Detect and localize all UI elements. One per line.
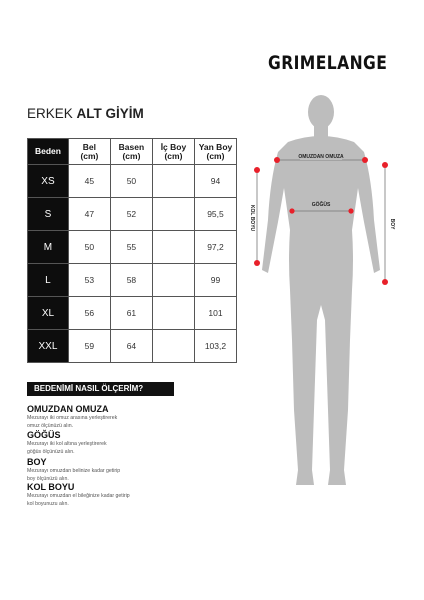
cell-yan-boy: 94 xyxy=(194,165,236,198)
cell-yan-boy: 103,2 xyxy=(194,330,236,363)
title-bold: ALT GİYİM xyxy=(76,106,144,121)
table-header-row xyxy=(28,139,237,165)
chest-label: GÖĞÜS xyxy=(311,202,331,208)
cell-basen: 64 xyxy=(110,330,152,363)
shoulder-label: OMUZDAN OMUZA xyxy=(298,154,344,160)
body-measure-figure xyxy=(240,90,420,580)
cell-basen: 50 xyxy=(110,165,152,198)
cell-basen: 55 xyxy=(110,231,152,264)
measure-chest xyxy=(27,430,177,455)
table-row xyxy=(28,165,237,198)
cell-bel: 56 xyxy=(68,297,110,330)
sleeve-measure xyxy=(249,167,260,266)
brand-logo: GRIMELANGE xyxy=(268,52,388,74)
cell-basen: 52 xyxy=(110,198,152,231)
measure-title: GÖĞÜS xyxy=(27,430,61,440)
size-table xyxy=(27,138,237,363)
cell-bel: 50 xyxy=(68,231,110,264)
measure-desc-line: Mezurayı omuzdan belinize kadar getirip xyxy=(27,468,121,474)
length-label: BOY xyxy=(389,218,395,230)
cell-bel: 59 xyxy=(68,330,110,363)
measure-title: OMUZDAN OMUZA xyxy=(27,404,109,414)
cell-ic-boy xyxy=(152,330,194,363)
header-ic-boy-text: İç Boy (cm) xyxy=(160,141,187,161)
howto-heading: BEDENİMİ NASIL ÖLÇERİM? xyxy=(27,382,174,396)
cell-basen: 58 xyxy=(110,264,152,297)
table-row xyxy=(28,330,237,363)
cell-size: M xyxy=(28,231,69,264)
measure-length xyxy=(27,457,177,482)
cell-size: XL xyxy=(28,297,69,330)
header-basen-text: Basen (cm) xyxy=(118,141,145,161)
cell-ic-boy xyxy=(152,231,194,264)
cell-bel: 45 xyxy=(68,165,110,198)
measure-desc-line: Mezurayı iki omuz arasına yerleştirerek xyxy=(27,415,118,421)
cell-ic-boy xyxy=(152,198,194,231)
cell-yan-boy: 97,2 xyxy=(194,231,236,264)
measure-desc-line: boy ölçünüzü alın. xyxy=(27,475,69,482)
page-title xyxy=(27,106,144,121)
measure-shoulder xyxy=(27,404,177,429)
header-basen xyxy=(110,139,152,165)
length-measure xyxy=(382,162,395,285)
measure-desc-line: göğüs ölçünüzü alın. xyxy=(27,448,75,455)
cell-yan-boy: 101 xyxy=(194,297,236,330)
measure-sleeve xyxy=(27,482,177,507)
cell-yan-boy: 99 xyxy=(194,264,236,297)
measure-title: KOL BOYU xyxy=(27,482,75,492)
cell-ic-boy xyxy=(152,165,194,198)
cell-bel: 53 xyxy=(68,264,110,297)
cell-bel: 47 xyxy=(68,198,110,231)
header-bel-text: Bel (cm) xyxy=(80,141,99,161)
measure-desc-line: kol boyunuzu alın. xyxy=(27,500,69,507)
title-prefix: ERKEK xyxy=(27,106,73,121)
measure-desc-line: Mezurayı iki kol altına yerleştirerek xyxy=(27,441,107,447)
cell-size: XXL xyxy=(28,330,69,363)
header-beden: Beden xyxy=(28,139,69,165)
header-bel xyxy=(68,139,110,165)
cell-size: S xyxy=(28,198,69,231)
table-row xyxy=(28,297,237,330)
sleeve-label: KOL BOYU xyxy=(249,204,255,232)
cell-basen: 61 xyxy=(110,297,152,330)
cell-size: L xyxy=(28,264,69,297)
table-row xyxy=(28,231,237,264)
measure-desc-line: Mezurayı omuzdan el bileğinize kadar getirip xyxy=(27,493,130,499)
header-yan-boy xyxy=(194,139,236,165)
cell-ic-boy xyxy=(152,264,194,297)
measure-title: BOY xyxy=(27,457,47,467)
cell-ic-boy xyxy=(152,297,194,330)
cell-size: XS xyxy=(28,165,69,198)
cell-yan-boy: 95,5 xyxy=(194,198,236,231)
table-row xyxy=(28,198,237,231)
header-yan-boy-text: Yan Boy (cm) xyxy=(198,141,233,161)
table-row xyxy=(28,264,237,297)
header-ic-boy xyxy=(152,139,194,165)
measure-desc-line: omuz ölçünüzü alın. xyxy=(27,422,74,429)
